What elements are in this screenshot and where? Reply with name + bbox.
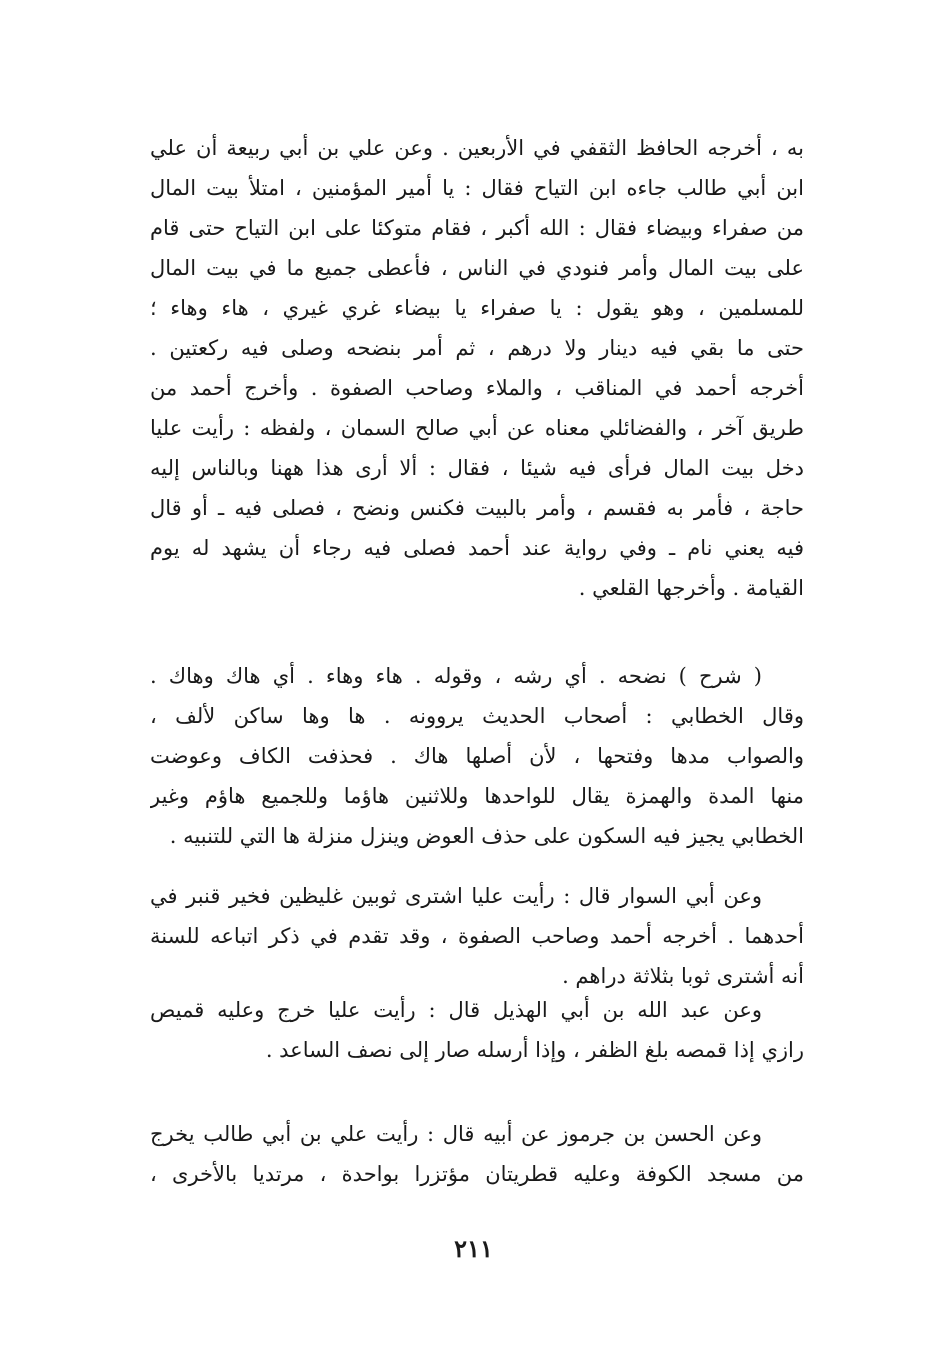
text-line: طريق آخر ، والفضائلي معناه عن أبي صالح السمان ، ولفظه : رأيت عليا [150,416,804,440]
text-line: أنه أشترى ثوبا بثلاثة دراهم . [562,964,804,988]
text-line: وعن الحسن بن جرموز عن أبيه قال : رأيت علي بن أبي طالب يخرج [150,1122,762,1146]
text-line: أحدهما . أخرجه أحمد وصاحب الصفوة ، وقد تقدم في ذكر اتباعه للسنة [150,924,804,948]
text-line: منها المدة والهمزة يقال للواحدها وللاثنين هاؤما وللجميع هاؤم وغير [150,784,804,808]
text-line: دخل بيت المال فرأى فيه شيئا ، فقال : ألا أرى هذا ههنا وبالناس إليه [150,456,804,480]
text-line: فيه يعني نام ـ وفي رواية عند أحمد فصلى فيه رجاء أن يشهد له يوم [150,536,804,560]
paragraph-2 [150,656,804,856]
text-line: حتى ما بقي فيه دينار ولا درهم ، ثم أمر بنضحه وصلى فيه ركعتين . [150,336,804,360]
page-number: ٢١١ [454,1234,493,1263]
paragraph-3 [150,876,804,996]
text-line: ابن أبي طالب جاءه ابن التياح فقال : يا أمير المؤمنين ، امتلأ بيت المال [150,176,804,200]
text-line: للمسلمين ، وهو يقول : يا صفراء يا بيضاء غري غيري ، هاء وهاء ؛ [150,296,804,320]
paragraph-1 [150,128,804,608]
text-line: والصواب مدها وفتحها ، لأن أصلها هاك . فحذفت الكاف وعوضت [150,744,804,768]
paragraph-5 [150,1114,804,1194]
text-line: ( شرح ) نضحه . أي رشه ، وقوله . هاء وهاء . أي هاك وهاك . [150,664,762,688]
text-line: وعن عبد الله بن أبي الهذيل قال : رأيت عليا خرج وعليه قميص [150,998,762,1022]
text-line: به ، أخرجه الحافظ الثقفي في الأربعين . وعن علي بن أبي ربيعة أن علي [150,136,804,160]
text-line: حاجة ، فأمر به فقسم ، وأمر بالبيت فكنس ونضح ، فصلى فيه ـ أو قال [150,496,804,520]
text-line: رازي إذا قمصه بلغ الظفر ، وإذا أرسله صار إلى نصف الساعد . [265,1038,804,1062]
text-line: أخرجه أحمد في المناقب ، والملاء وصاحب الصفوة . وأخرج أحمد من [150,376,804,400]
text-line: وعن أبي السوار قال : رأيت عليا اشترى ثوبين غليظين فخير قنبر في [150,884,762,908]
paragraph-4 [150,990,804,1070]
text-line: من مسجد الكوفة وعليه قطريتان مؤتزرا بواحدة ، مرتديا بالأخرى ، [150,1162,804,1186]
text-line: على بيت المال وأمر فنودي في الناس ، فأعطى جميع ما في بيت المال [150,256,804,280]
text-line: الخطابي يجيز فيه السكون على حذف العوض وينزل منزلة ها التي للتنبيه . [169,824,804,848]
text-line: وقال الخطابي : أصحاب الحديث يروونه . ها وها ساكن لألف ، [150,704,804,728]
text-line: القيامة . وأخرجها القلعي . [578,576,804,600]
text-line: من صفراء وبيضاء فقال : الله أكبر ، فقام متوكئا على ابن التياح حتى قام [150,216,804,240]
